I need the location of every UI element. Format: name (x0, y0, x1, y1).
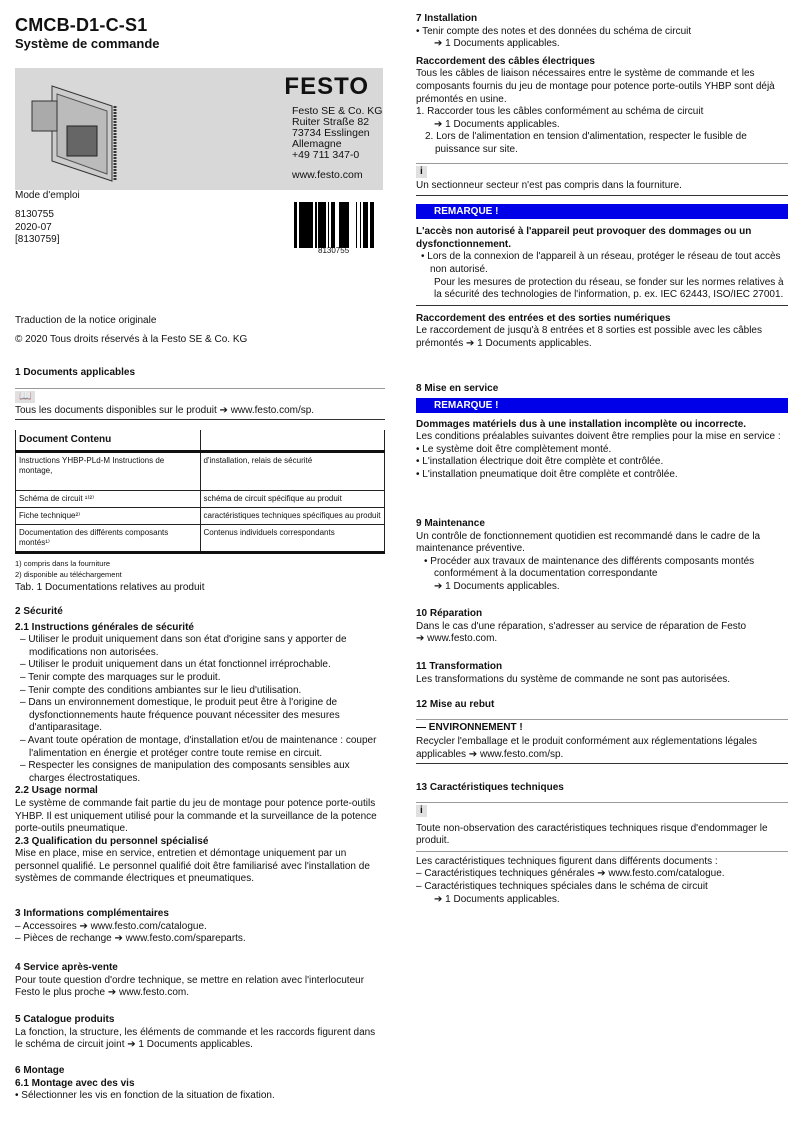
cross-reference[interactable]: ➔ 1 Documents applicables. (434, 580, 560, 592)
barcode-bar (307, 202, 309, 248)
translation-note: Traduction de la notice originale (15, 315, 157, 326)
list-item: • Le système doit être complètement monté. (416, 443, 612, 455)
notice-heading: L'accès non autorisé à l'appareil peut provoquer des dommages ou un dysfonctionnement. (416, 226, 752, 250)
table-header: Document Contenu (16, 430, 201, 452)
section-9-title: 9 Maintenance (416, 518, 485, 529)
barcode-bar (301, 202, 304, 248)
paragraph: La fonction, la structure, les éléments de commande et les raccords figurent dans le schéma de circuit joint ➔ 1 Documents applicables. (15, 1026, 376, 1051)
doc-date: 2020-07 (15, 221, 52, 233)
barcode-bar (356, 202, 357, 248)
paragraph: Les caractéristiques techniques figurent dans différents documents : (416, 855, 718, 867)
barcode-bar (365, 202, 367, 248)
barcode-bar (367, 202, 368, 248)
paragraph: Les transformations du système de commande ne sont pas autorisées. (416, 673, 731, 685)
notice-banner: REMARQUE ! (416, 398, 788, 413)
barcode-bar (294, 202, 297, 248)
list-item: – Avant toute opération de montage, d'installation et/ou de maintenance : couper l'alimentation en énergie et protéger contre toute remise en circuit. (20, 734, 377, 759)
paragraph: Un contrôle de fonctionnement quotidien est recommandé dans le cadre de la maintenance préventive. (416, 530, 761, 555)
website-link[interactable]: www.festo.com (292, 169, 363, 181)
subsection-title: 6.1 Montage avec des vis (15, 1077, 135, 1089)
barcode-number: 8130755 (318, 246, 350, 255)
list-item: – Caractéristiques techniques générales ➔ www.festo.com/catalogue. (416, 868, 725, 880)
subsection-title: Raccordement des câbles électriques (416, 55, 595, 67)
product-illustration (27, 76, 119, 184)
paragraph: Pour les mesures de protection du réseau, se fonder sur les normes relatives à la sécurité des technologies de l'information, p. ex. IEC 62443, ISO/IEC 27001. (434, 276, 784, 301)
subsection-title: 2.3 Qualification du personnel spécialisé (15, 835, 209, 847)
footnote: 1) compris dans la fourniture (15, 559, 111, 569)
barcode-bar (331, 202, 334, 248)
barcode-bar (371, 202, 374, 248)
environment-icon: — (416, 721, 429, 733)
subsection-title: 2.1 Instructions générales de sécurité (15, 621, 194, 633)
cross-reference[interactable]: ➔ 1 Documents applicables. (434, 893, 560, 905)
barcode-bar (360, 202, 361, 248)
paragraph: Les conditions préalables suivantes doivent être remplies pour la mise en service : (416, 431, 781, 443)
documents-table (15, 430, 385, 554)
festo-logo: FESTO (284, 73, 369, 100)
section-1-title: 1 Documents applicables (15, 367, 136, 378)
barcode-bar (348, 202, 349, 248)
list-item: – Tenir compte des marquages sur le produit. (20, 671, 221, 683)
list-item[interactable]: – Accessoires ➔ www.festo.com/catalogue. (15, 920, 207, 932)
address-line: Festo SE & Co. KG (292, 105, 383, 117)
address-line: Ruiter Straße 82 (292, 116, 370, 128)
barcode (292, 202, 376, 248)
doc-title: CMCB-D1-C-S1 (15, 15, 148, 35)
doc-subtitle: Système de commande (15, 36, 160, 51)
barcode-bar (363, 202, 365, 248)
list-item: – Utiliser le produit uniquement dans un état fonctionnel irréprochable. (20, 659, 331, 671)
list-item: – Utiliser le produit uniquement dans son état d'origine sans y apporter de modifications non autorisées. (20, 634, 347, 658)
paragraph: Le système de commande fait partie du jeu de montage pour potence porte-outils YHBP. Il est uniquement utilisé pour la commande et la surveillance de la potence porte-outils pneumatique. (15, 797, 377, 835)
book-info-icon: 📖 (15, 391, 35, 403)
footnote: 2) disponible au téléchargement (15, 570, 122, 580)
info-text: Un sectionneur secteur n'est pas compris dans la fourniture. (416, 179, 682, 191)
barcode-bar (328, 202, 329, 248)
list-item: • Procéder aux travaux de maintenance des différents composants montés conformément à la documentation correspondante (424, 555, 755, 580)
barcode-bar (323, 202, 326, 248)
list-item: – Caractéristiques techniques spéciales dans le schéma de circuit (416, 880, 708, 892)
list-item: – Respecter les consignes de manipulation des composants sensibles aux charges électrostatiques. (20, 760, 350, 784)
doc-number: 8130755 (15, 209, 54, 220)
list-item: 1. Raccorder tous les câbles conformément au schéma de circuit (416, 106, 704, 118)
cross-reference[interactable]: ➔ 1 Documents applicables. (434, 38, 560, 50)
s1-text: Tous les documents disponibles sur le produit ➔ www.festo.com/sp. (15, 404, 315, 416)
table-caption: Tab. 1 Documentations relatives au produit (15, 582, 205, 594)
cross-reference[interactable]: ➔ www.festo.com. (416, 633, 498, 645)
barcode-bar (345, 202, 348, 248)
barcode-bar (321, 202, 323, 248)
barcode-bar (315, 202, 316, 248)
paragraph: Le raccordement de jusqu'à 8 entrées et 8 sorties est possible avec les câbles prémontés ➔ 1 Documents applicables. (416, 325, 762, 349)
table-row: Schéma de circuit ¹⁾²⁾ schéma de circuit spécifique au produit (16, 491, 385, 508)
section-5-title: 5 Catalogue produits (15, 1014, 115, 1025)
table-row: Instructions YHBP-PLd-M Instructions de montage, d'installation, relais de sécurité (16, 452, 385, 491)
list-item: • Sélectionner les vis en fonction de la situation de fixation. (15, 1090, 275, 1102)
barcode-bar (304, 202, 307, 248)
section-7-title: 7 Installation (416, 13, 478, 24)
barcode-bar (318, 202, 321, 248)
environment-label: ENVIRONNEMENT ! (428, 721, 523, 733)
barcode-bar (299, 202, 301, 248)
list-item: 2. Lors de l'alimentation en tension d'alimentation, respecter le fusible de puissance sur site. (425, 131, 747, 155)
subsection-title: 2.2 Usage normal (15, 785, 98, 797)
section-4-title: 4 Service après-vente (15, 962, 118, 973)
barcode-bar (309, 202, 311, 248)
section-10-title: 10 Réparation (416, 608, 483, 619)
barcode-bar (311, 202, 313, 248)
section-3-title: 3 Informations complémentaires (15, 908, 169, 919)
section-8-title: 8 Mise en service (416, 383, 499, 394)
list-item: • Lors de la connexion de l'appareil à un réseau, protéger le réseau de tout accès non autorisé. (421, 251, 781, 275)
section-2-title: 2 Sécurité (15, 606, 63, 617)
address-line: 73734 Esslingen (292, 127, 370, 139)
info-icon: i (416, 166, 427, 178)
paragraph: Dans le cas d'une réparation, s'adresser au service de réparation de Festo (416, 620, 747, 632)
address-line: +49 711 347-0 (292, 149, 360, 161)
address-line: Allemagne (292, 138, 342, 150)
list-item: – Dans un environnement domestique, le produit peut être à l'origine de dysfonctionnements haute fréquence pouvant nécessiter des mesures d'antiparasitage. (20, 697, 340, 734)
section-13-title: 13 Caractéristiques techniques (416, 782, 564, 793)
info-icon: i (416, 805, 427, 817)
cross-reference[interactable]: ➔ 1 Documents applicables. (434, 118, 560, 130)
info-text: Toute non-observation des caractéristiques techniques risque d'endommager le produit. (416, 822, 768, 847)
list-item[interactable]: – Pièces de rechange ➔ www.festo.com/spareparts. (15, 933, 246, 945)
doc-ref: [8130759] (15, 234, 60, 246)
list-item: • Tenir compte des notes et des données du schéma de circuit (416, 25, 692, 37)
barcode-bar (316, 202, 317, 248)
paragraph: Recycler l'emballage et le produit conformément aux réglementations légales applicables ➔ www.festo.com/sp. (416, 736, 757, 760)
paragraph: Pour toute question d'ordre technique, se mettre en relation avec l'interlocuteur Festo le plus proche ➔ www.festo.com. (15, 974, 365, 999)
notice-banner: REMARQUE ! (416, 204, 788, 219)
section-12-title: 12 Mise au rebut (416, 699, 495, 710)
list-item: – Tenir compte des conditions ambiantes sur le lieu d'utilisation. (20, 684, 302, 696)
paragraph: Mise en place, mise en service, entretien et démontage uniquement par un personnel qualifié. Le personnel qualifié doit être familiarisé avec l'installation de systèmes de commande électriques et pneumatiques. (15, 848, 370, 885)
list-item: • L'installation électrique doit être complète et contrôlée. (416, 456, 664, 468)
paragraph: Tous les câbles de liaison nécessaires entre le système de commande et les composants fournis du jeu de montage pour potence porte-outils YHBP sont déjà prémontés en usine. (416, 68, 775, 105)
barcode-bar (334, 202, 335, 248)
table-row: Documentation des différents composants montés¹⁾ Contenus individuels correspondants (16, 525, 385, 553)
section-11-title: 11 Transformation (416, 661, 503, 672)
notice-heading: Dommages matériels dus à une installation incomplète ou incorrecte. (416, 418, 747, 430)
list-item: • L'installation pneumatique doit être complète et contrôlée. (416, 468, 678, 480)
barcode-bar (370, 202, 371, 248)
barcode-bar (342, 202, 345, 248)
table-row: Fiche technique²⁾ caractéristiques techniques spécifiques au produit (16, 508, 385, 525)
cover-panel (15, 68, 383, 190)
subsection-title: Raccordement des entrées et des sorties numériques (416, 312, 671, 324)
section-6-title: 6 Montage (15, 1065, 65, 1076)
doc-type: Mode d'emploi (15, 190, 80, 201)
barcode-bar (339, 202, 342, 248)
copyright: © 2020 Tous droits réservés à la Festo SE & Co. KG (15, 334, 248, 345)
